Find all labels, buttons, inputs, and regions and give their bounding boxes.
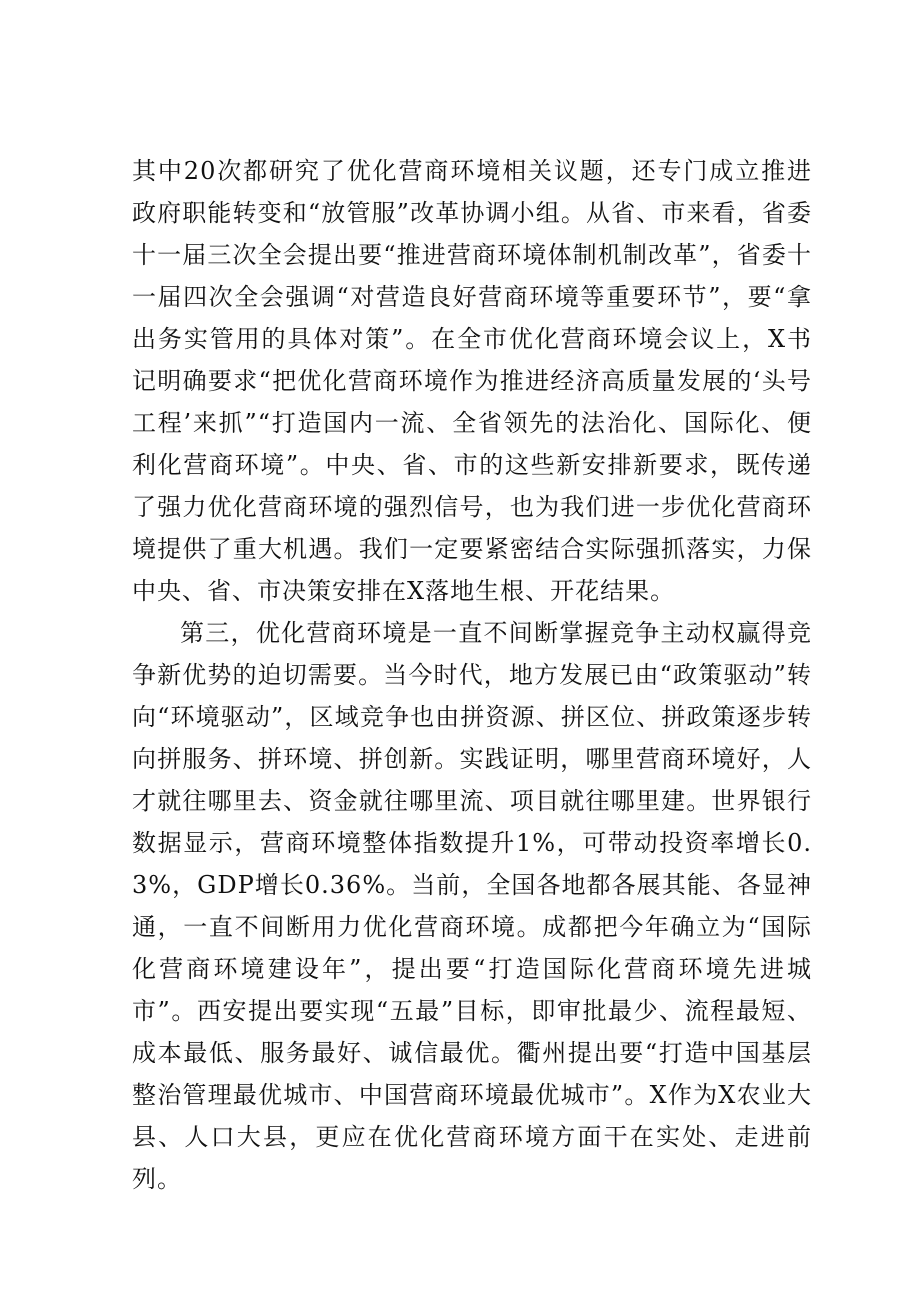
- body-paragraph-1: 其中20次都研究了优化营商环境相关议题，还专门成立推进政府职能转变和“放管服”改革协调小组。从省、市来看，省委十一届三次全会提出要“推进营商环境体制机制改革”，省委十一届四次全会强调“对营造良好营商环境等重要环节”，要“拿出务实管用的具体对策”。在全市优化营商环境会议上，X书记明确要求“把优化营商环境作为推进经济高质量发展的‘头号工程’来抓”“打造国内一流、全省领先的法治化、国际化、便利化营商环境”。中央、省、市的这些新安排新要求，既传递了强力优化营商环境的强烈信号，也为我们进一步优化营商环境提供了重大机遇。我们一定要紧密结合实际强抓落实，力保中央、省、市决策安排在X落地生根、开花结果。: [132, 157, 812, 605]
- body-paragraph-2: 第三，优化营商环境是一直不间断掌握竞争主动权赢得竞争新优势的迫切需要。当今时代，地方发展已由“政策驱动”转向“环境驱动”，区域竞争也由拼资源、拼区位、拼政策逐步转向拼服务、拼环境、拼创新。实践证明，哪里营商环境好，人才就往哪里去、资金就往哪里流、项目就往哪里建。世界银行数据显示，营商环境整体指数提升1%，可带动投资率增长0.3%，GDP增长0.36%。当前，全国各地都各展其能、各显神通，一直不间断用力优化营商环境。成都把今年确立为“国际化营商环境建设年”，提出要“打造国际化营商环境先进城市”。西安提出要实现“五最”目标，即审批最少、流程最短、成本最低、服务最好、诚信最优。衢州提出要“打造中国基层整治管理最优城市、中国营商环境最优城市”。X作为X农业大县、人口大县，更应在优化营商环境方面干在实处、走进前列。: [132, 619, 812, 1193]
